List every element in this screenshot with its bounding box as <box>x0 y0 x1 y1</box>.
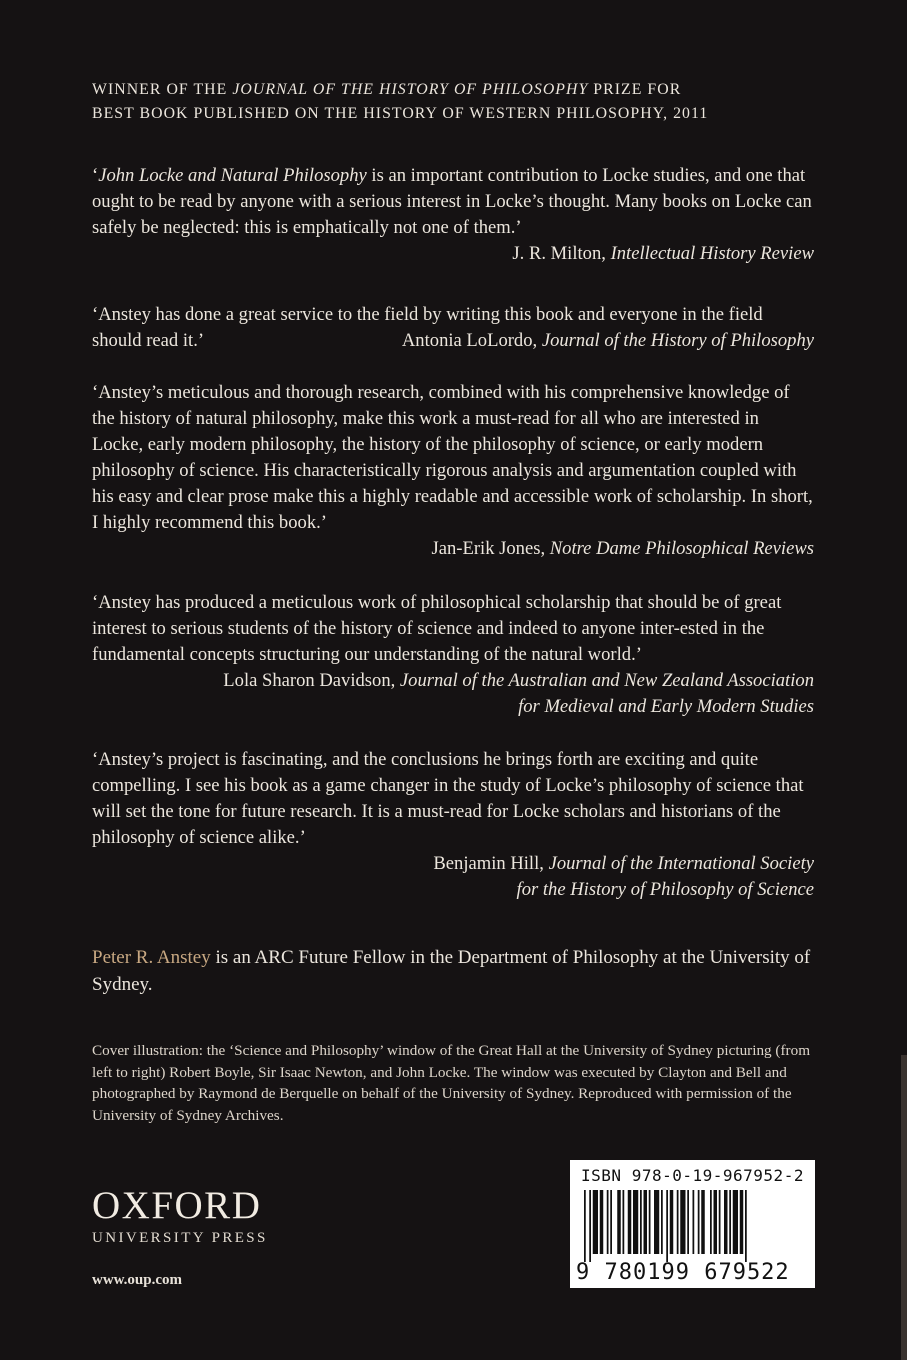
review-quote-5 <box>92 747 814 903</box>
quote-source: Notre Dame Philosophical Reviews <box>549 538 814 559</box>
quote-source-cont: for Medieval and Early Modern Studies <box>518 696 814 717</box>
barcode-bar <box>589 1190 591 1262</box>
barcode-bar <box>593 1190 598 1254</box>
review-quote-1 <box>92 163 814 267</box>
barcode-bar <box>745 1190 747 1262</box>
barcode-bar <box>661 1190 663 1254</box>
barcode-bar <box>654 1190 659 1254</box>
prize-line-1 <box>92 78 832 102</box>
barcode-bar <box>733 1190 738 1254</box>
prize-announcement <box>92 78 832 126</box>
barcode-bar <box>633 1190 638 1254</box>
quote-attribution <box>92 668 814 694</box>
barcode-bar <box>701 1190 705 1254</box>
barcode-bar <box>724 1190 728 1254</box>
quote-source: Journal of the Australian and New Zealand Association <box>399 670 814 691</box>
isbn-label: ISBN 978-0-19-967952-2 <box>581 1166 804 1185</box>
author-name: Peter R. Anstey <box>92 947 211 968</box>
quote-source: Intellectual History Review <box>610 243 814 264</box>
cover-credit: Cover illustration: the ‘Science and Philosophy’ window of the Great Hall at the University of Sydney picturing (from left to right) Robert Boyle, Sir Isaac Newton, and John Locke. The window was executed by Clayton and Bell and photographed by Raymond de Berquelle on behalf of the University of Sydney. Reproduced with permission of the University of Sydney Archives. <box>92 1042 811 1124</box>
barcode-bar <box>584 1190 586 1262</box>
prize-line-2: BEST BOOK PUBLISHED ON THE HISTORY OF WESTERN PHILOSOPHY, 2011 <box>92 105 709 122</box>
quote-text <box>92 163 814 241</box>
review-quote-2 <box>92 302 814 354</box>
barcode-bar <box>644 1190 648 1254</box>
barcode-bar <box>617 1190 621 1254</box>
barcode-bar <box>640 1190 642 1254</box>
quote-source-line-2 <box>92 877 814 903</box>
prize-suffix: PRIZE FOR <box>588 81 682 98</box>
quote-attribution <box>92 241 814 267</box>
quote-text: ‘Anstey’s meticulous and thorough research, combined with his comprehensive knowledge of the history of natural philosophy, make this work a must-read for all who are interested in Locke, early modern philosophy, the history of the philosophy of science, or early modern philosophy of science. His characteristically rigorous analysis and argumentation coupled with his easy and clear prose make this a highly readable and accessible work of scholarship. In short, I highly recommend this book.’ <box>92 382 813 533</box>
barcode-bars <box>584 1190 802 1262</box>
barcode-bar <box>710 1190 712 1254</box>
isbn-barcode <box>570 1160 815 1288</box>
barcode-bar <box>649 1190 651 1254</box>
review-quote-4 <box>92 590 814 720</box>
quote-author: Jan-Erik Jones, <box>431 538 550 559</box>
barcode-bar <box>698 1190 700 1254</box>
quote-open: ‘ <box>92 165 99 186</box>
quote-source-cont: for the History of Philosophy of Science <box>516 879 814 900</box>
barcode-bar <box>600 1190 604 1254</box>
quote-source-line-2 <box>92 694 814 720</box>
quote-attribution <box>92 536 814 562</box>
publisher-logo <box>92 1186 297 1247</box>
barcode-bar <box>666 1190 668 1262</box>
publisher-url: www.oup.com <box>92 1272 183 1288</box>
author-description: is an ARC Future Fellow in the Department of Philosophy at the University of Sydney. <box>92 947 811 995</box>
prize-prefix: WINNER OF THE <box>92 81 233 98</box>
quote-source: Journal of the History of Philosophy <box>541 330 814 351</box>
quote-source: Journal of the International Society <box>548 853 814 874</box>
author-bio <box>92 944 814 998</box>
barcode-digits: 9 780199 679522 <box>576 1260 790 1285</box>
quote-body: is an important contribution to Locke studies, and one that ought to be read by anyone with a serious interest in Locke’s thought. Many books on Locke can safely be neglected: this is emphatically not one of them.’ <box>92 165 812 238</box>
quote-author: J. R. Milton, <box>512 243 611 264</box>
barcode-bar <box>610 1190 612 1254</box>
barcode-bar <box>680 1190 685 1254</box>
prize-journal: JOURNAL OF THE HISTORY OF PHILOSOPHY <box>232 81 589 98</box>
barcode-bar <box>623 1190 625 1254</box>
quote-text: ‘Anstey’s project is fascinating, and the conclusions he brings forth are exciting and quite compelling. I see his book as a game changer in the study of Locke’s philosophy of science that will set the tone for future research. It is a must-read for Locke scholars and historians of the philosophy of science alike.’ <box>92 749 804 848</box>
quote-author: Lola Sharon Davidson, <box>223 670 400 691</box>
barcode-bar <box>687 1190 689 1254</box>
logo-university-press: UNIVERSITY PRESS <box>92 1230 268 1246</box>
quote-body: ‘Anstey has done a great service to the field by writing this book and everyone in the field should read it.’ <box>92 304 763 351</box>
barcode-bar <box>670 1190 674 1254</box>
barcode-bar <box>729 1190 731 1254</box>
barcode-bar <box>607 1190 609 1254</box>
review-quote-3 <box>92 380 814 562</box>
logo-oxford: OXFORD <box>92 1184 262 1227</box>
barcode-bar <box>719 1190 721 1254</box>
barcode-bar <box>677 1190 679 1254</box>
quote-attribution <box>92 851 814 877</box>
barcode-bar <box>740 1190 744 1254</box>
quote-author: Antonia LoLordo, <box>401 330 542 351</box>
book-title: John Locke and Natural Philosophy <box>98 165 367 186</box>
quote-text: ‘Anstey has produced a meticulous work of philosophical scholarship that should be of great interest to serious students of the history of science and indeed to anyone inter-ested in the fundamental concepts structuring our understanding of the natural world.’ <box>92 592 782 665</box>
quote-author: Benjamin Hill, <box>433 853 549 874</box>
barcode-bar <box>714 1190 718 1254</box>
barcode-bar <box>693 1190 695 1254</box>
barcode-bar <box>628 1190 632 1254</box>
spine-edge <box>901 1055 907 1360</box>
